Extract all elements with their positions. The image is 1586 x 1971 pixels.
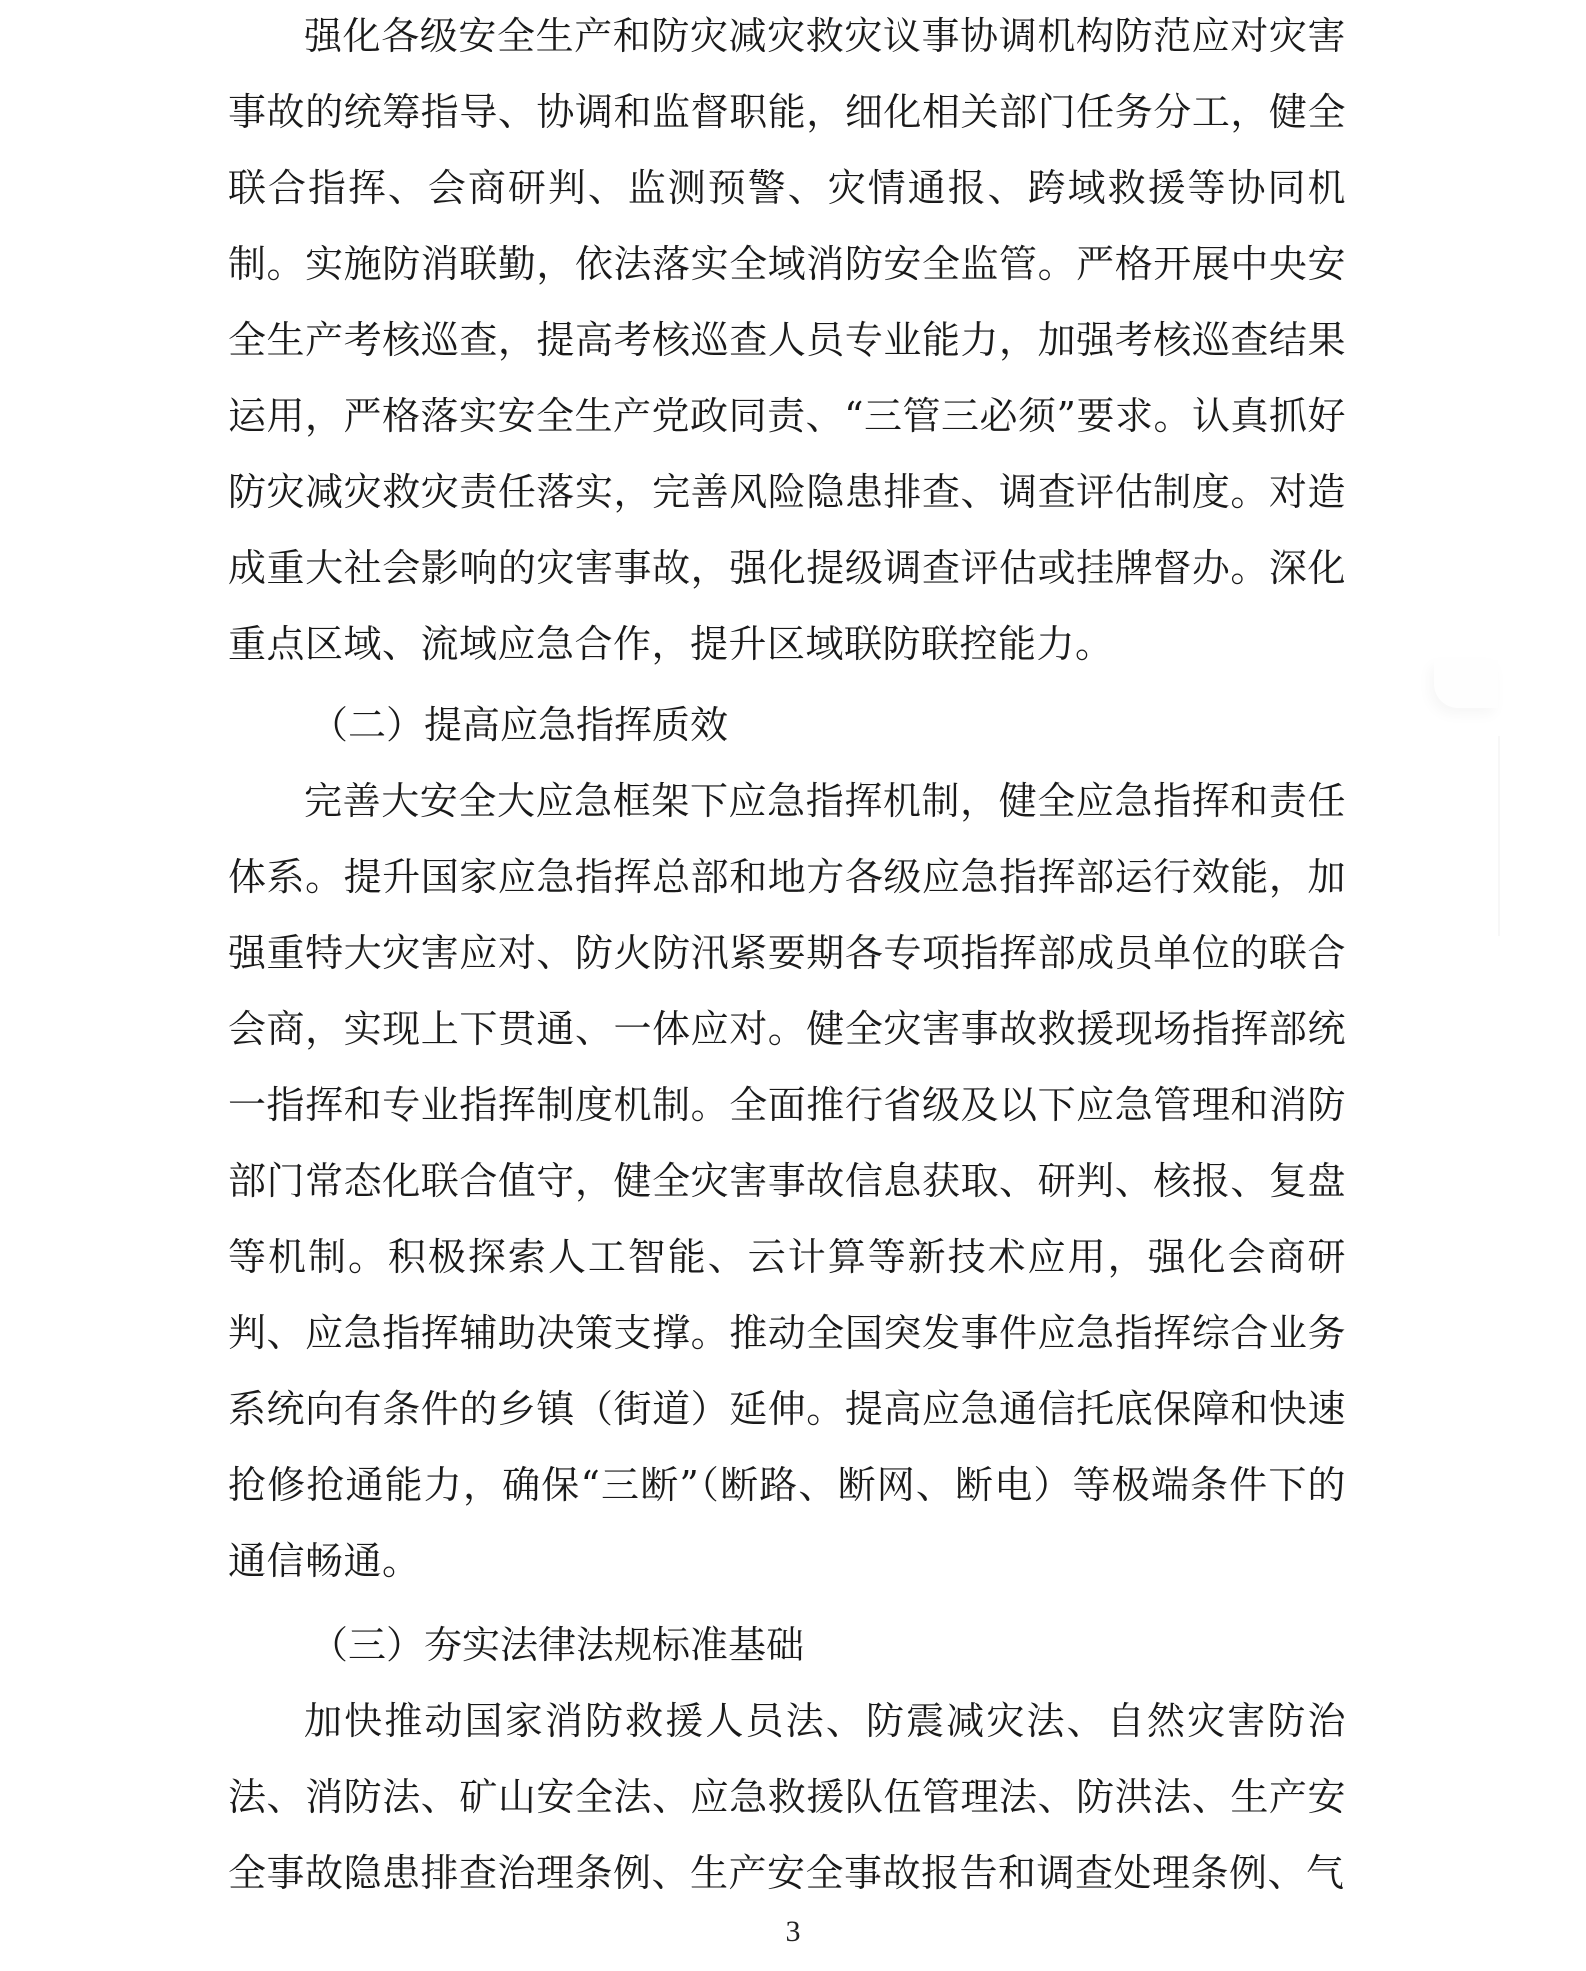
page-edge-shadow xyxy=(1434,660,1498,708)
section-heading-2: （二）提高应急指挥质效 xyxy=(310,703,729,747)
page-edge-line xyxy=(1498,736,1500,936)
paragraph-continuation xyxy=(228,0,1346,682)
page-number: 3 xyxy=(785,1915,801,1948)
paragraph-text: 完善大安全大应急框架下应急指挥机制，健全应急指挥和责任体系。提升国家应急指挥总部和地方各级应急指挥部运行效能，加强重特大灾害应对、防火防汛紧要期各专项指挥部成员单位的联合会商，实现上下贯通、一体应对。健全灾害事故救援现场指挥部统一指挥和专业指挥制度机制。全面推行省级及以下应急管理和消防部门常态化联合值守，健全灾害事故信息获取、研判、核报、复盘等机制。积极探索人工智能、云计算等新技术应用，强化会商研判、应急指挥辅助决策支撑。推动全国突发事件应急指挥综合业务系统向有条件的乡镇（街道）延伸。提高应急通信托底保障和快速抢修抢通能力，确保“三断”（断路、断网、断电）等极端条件下的通信畅通。 xyxy=(228,779,1346,1583)
paragraph-text: 强化各级安全生产和防灾减灾救灾议事协调机构防范应对灾害事故的统筹指导、协调和监督职能，细化相关部门任务分工，健全联合指挥、会商研判、监测预警、灾情通报、跨域救援等协同机制。实施防消联勤，依法落实全域消防安全监管。严格开展中央安全生产考核巡查，提高考核巡查人员专业能力，加强考核巡查结果运用，严格落实安全生产党政同责、“三管三必须”要求。认真抓好防灾减灾救灾责任落实，完善风险隐患排查、调查评估制度。对造成重大社会影响的灾害事故，强化提级调查评估或挂牌督办。深化重点区域、流域应急合作，提升区域联防联控能力。 xyxy=(228,14,1346,666)
section-heading-3: （三）夯实法律法规标准基础 xyxy=(310,1623,805,1667)
paragraph-text: 加快推动国家消防救援人员法、防震减灾法、自然灾害防治法、消防法、矿山安全法、应急救援队伍管理法、防洪法、生产安全事故隐患排查治理条例、生产安全事故报告和调查处理条例、气 xyxy=(228,1699,1346,1895)
paragraph-laws xyxy=(228,1683,1346,1911)
paragraph-command xyxy=(228,763,1346,1599)
